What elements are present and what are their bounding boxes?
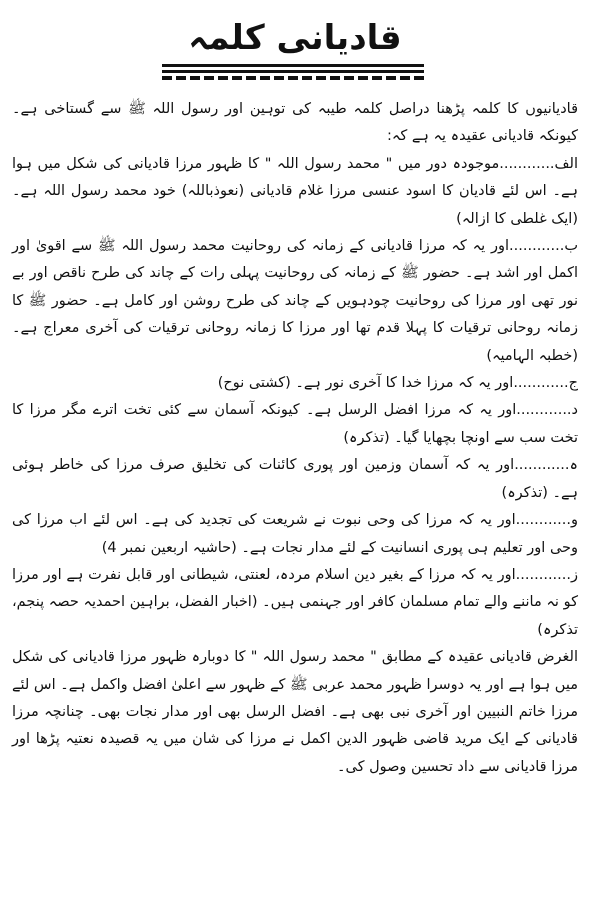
clause-daal: د............اور یہ کہ مرزا افضل الرسل ہے۔ کیونکہ آسمان سے کئی تخت اترے مگر مرزا کا تخت سب سے اونچا بچھایا گیا۔ (تذکرہ): [12, 402, 578, 446]
clause-ze: ز............اور یہ کہ مرزا کے بغیر دین اسلام مردہ، لعنتی، شیطانی اور قابل نفرت ہے اور مرزا کو نہ ماننے والے تمام مسلمان کافر اور جہنمی ہیں۔ (اخبار الفضل، براہین احمدیہ حصہ پنجم، تذکرہ): [12, 566, 578, 638]
clause-jeem: ج............اور یہ کہ مرزا خدا کا آخری نور ہے۔ (کشتی نوح): [217, 375, 578, 392]
article-body: [12, 96, 578, 781]
clause-be: ب............اور یہ کہ مرزا قادیانی کے زمانہ کی روحانیت محمد رسول اللہ ﷺ سے اقویٰ اور اکمل اور اشد ہے۔ حضور ﷺ کے زمانہ کی روحانیت پہلی رات کے چاند کی طرح ناقص اور بے نور تھی اور مرزا کی روحانیت چودہویں کے چاند کی طرح روشن اور کامل ہے۔ حضور ﷺ کا زمانہ روحانی ترقیات کا پہلا قدم تھا اور مرزا کا زمانہ روحانی ترقیات کی آخری معراج ہے۔ (خطبہ الہامیہ): [12, 238, 578, 364]
title-underline: [162, 70, 424, 73]
title-underline-dashed: [162, 76, 424, 80]
page-title: قادیانی کلمہ: [188, 18, 402, 58]
clause-alif: الف............موجودہ دور میں " محمد رسول اللہ " کا ظہور مرزا قادیانی کی شکل میں ہوا ہے۔ اس لئے قادیان کا اسود عنسی مرزا غلام قادیانی (نعوذباللہ) خود محمد رسول اللہ ہے۔ (ایک غلطی کا ازالہ): [12, 155, 578, 227]
clause-wao: و............اور یہ کہ مرزا کی وحی نبوت نے شریعت کی تجدید کی ہے۔ اس لئے اب مرزا کی وحی اور تعلیم ہی پوری انسانیت کے لئے مدار نجات ہے۔ (حاشیہ اربعین نمبر 4): [12, 512, 578, 556]
intro-paragraph: قادیانیوں کا کلمہ پڑھنا دراصل کلمہ طیبہ کی توہین اور رسول اللہ ﷺ سے گستاخی ہے۔ کیونکہ قادیانی عقیدہ یہ ہے کہ:: [12, 101, 578, 145]
title-underline: [162, 64, 424, 67]
conclusion-paragraph: الغرض قادیانی عقیدہ کے مطابق " محمد رسول اللہ " کا دوبارہ ظہور مرزا قادیانی کی شکل میں ہوا ہے اور یہ دوسرا ظہور محمد عربی ﷺ کے ظہور سے اعلیٰ افضل واکمل ہے۔ اس لئے مرزا خاتم النبیین اور آخری نبی بھی ہے۔ افضل الرسل بھی اور مدار نجات بھی۔ چنانچہ مرزا قادیانی کے ایک مرید قاضی ظہور الدین اکمل نے مرزا کی شان میں یہ قصیدہ نعتیہ پڑھا اور مرزا قادیانی سے داد تحسین وصول کی۔: [12, 649, 578, 775]
clause-he: ہ............اور یہ کہ آسمان وزمین اور پوری کائنات کی تخلیق صرف مرزا کی خاطر ہوئی ہے۔ (تذکرہ): [12, 457, 578, 501]
